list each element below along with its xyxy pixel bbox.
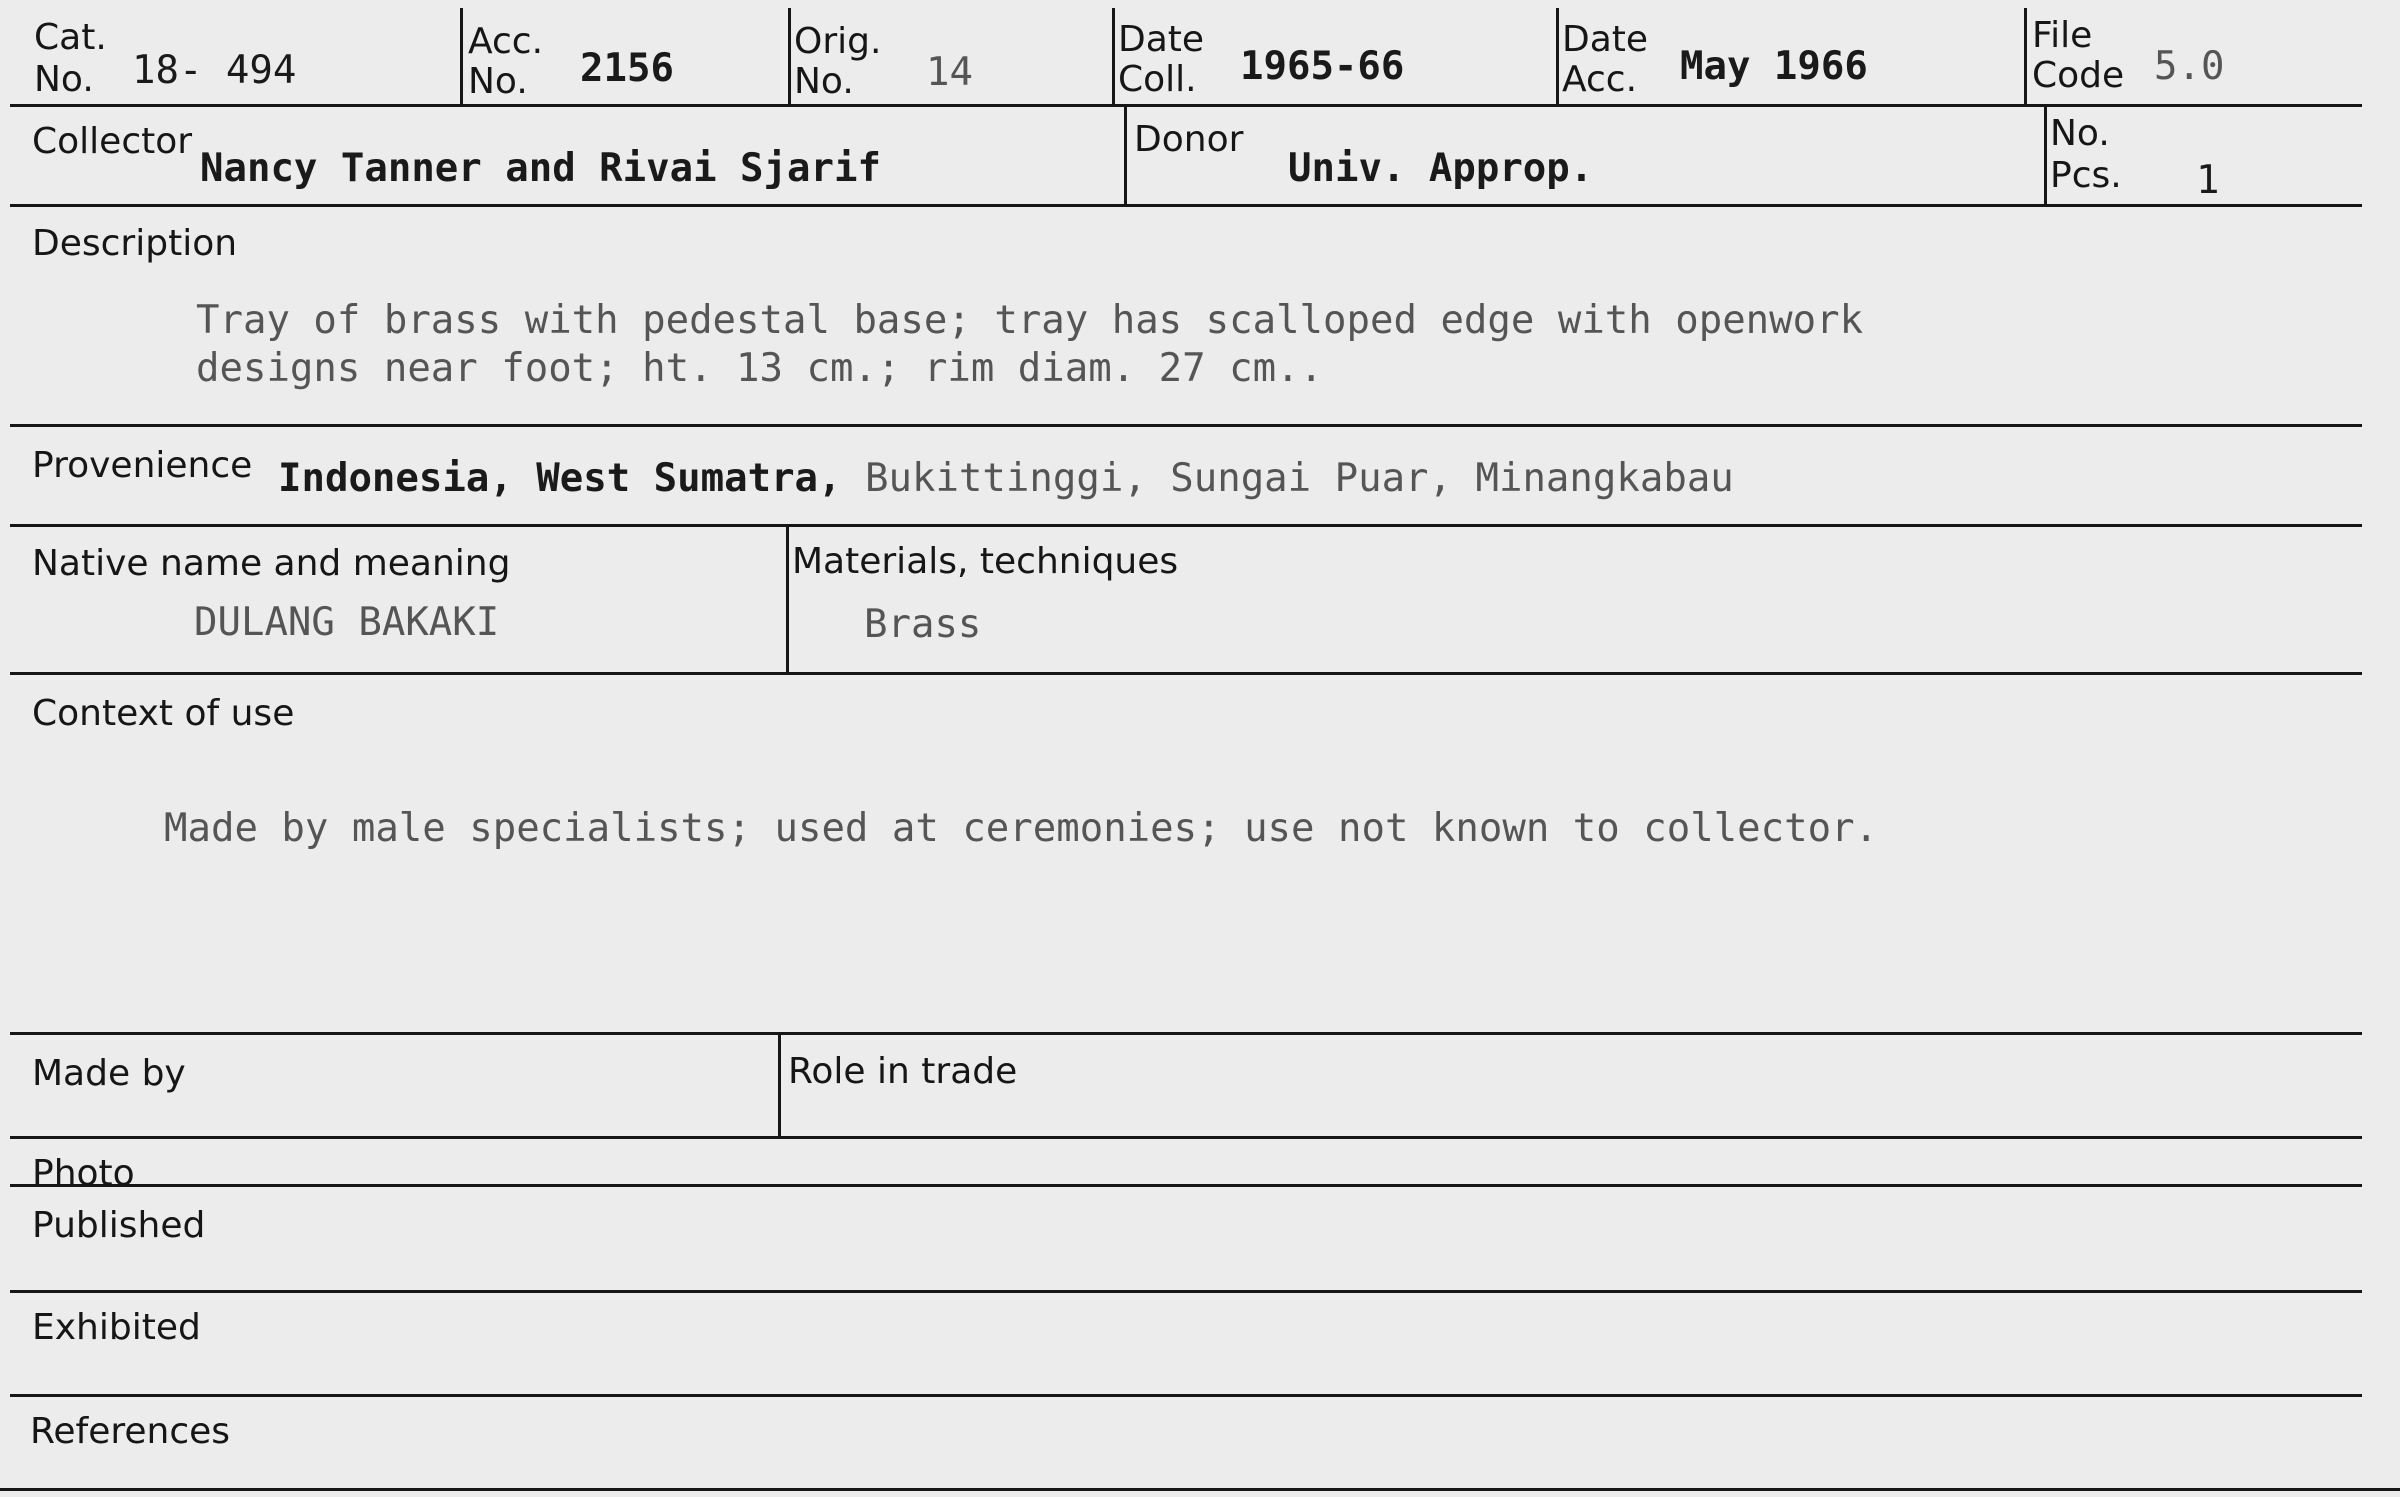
file-code: 5.0 bbox=[2154, 44, 2225, 89]
divider-dateacc-filecode bbox=[2024, 8, 2027, 106]
orig-number: 14 bbox=[926, 50, 973, 95]
rule-made-by bbox=[10, 1136, 2362, 1139]
acc-number: 2156 bbox=[580, 46, 674, 91]
file-code-label-top: File bbox=[2032, 15, 2093, 56]
made-by-label: Made by bbox=[32, 1053, 186, 1094]
pieces-value: 1 bbox=[2196, 158, 2220, 203]
file-code-label-bottom: Code bbox=[2032, 55, 2125, 96]
provenience-label: Provenience bbox=[32, 445, 253, 486]
materials-value: Brass bbox=[864, 602, 982, 647]
collector-value: Nancy Tanner and Rivai Sjarif bbox=[200, 146, 881, 191]
rule-native-name bbox=[10, 672, 2362, 675]
date-coll-label-bottom: Coll. bbox=[1118, 59, 1197, 100]
divider-collector-donor bbox=[1124, 104, 1127, 206]
references-label: References bbox=[30, 1411, 231, 1452]
date-acc-label-top: Date bbox=[1562, 19, 1649, 60]
native-name-value: DULANG BAKAKI bbox=[194, 600, 500, 645]
description-label: Description bbox=[32, 223, 238, 264]
exhibited-label: Exhibited bbox=[32, 1307, 201, 1348]
divider-native-materials bbox=[786, 524, 789, 674]
provenience-value bbox=[278, 456, 1734, 502]
rule-photo bbox=[10, 1184, 2362, 1187]
date-acc-label-bottom: Acc. bbox=[1562, 59, 1638, 100]
divider-cat-acc bbox=[460, 8, 463, 106]
divider-orig-datecoll bbox=[1112, 8, 1115, 106]
role-in-trade-label: Role in trade bbox=[788, 1051, 1018, 1092]
rule-collector bbox=[10, 204, 2362, 207]
description-line-1: Tray of brass with pedestal base; tray has scalloped edge with openwork bbox=[196, 298, 1864, 343]
divider-madeby-role bbox=[778, 1032, 781, 1138]
divider-donor-pieces bbox=[2044, 104, 2047, 206]
divider-acc-orig bbox=[788, 8, 791, 106]
acc-label-bottom: No. bbox=[468, 61, 528, 102]
rule-exhibited bbox=[10, 1394, 2362, 1397]
rule-description bbox=[10, 424, 2362, 427]
materials-label: Materials, techniques bbox=[792, 541, 1179, 582]
date-accessioned: May 1966 bbox=[1680, 44, 1868, 89]
pieces-label-top: No. bbox=[2050, 113, 2110, 154]
rule-published bbox=[10, 1290, 2362, 1293]
rule-bottom bbox=[0, 1488, 2400, 1491]
context-value: Made by male specialists; used at ceremonies; use not known to collector. bbox=[164, 806, 1879, 851]
date-coll-label-top: Date bbox=[1118, 19, 1205, 60]
pieces-label-bottom: Pcs. bbox=[2050, 155, 2122, 196]
date-collected: 1965-66 bbox=[1240, 44, 1405, 89]
rule-context bbox=[10, 1032, 2362, 1035]
rule-header bbox=[10, 104, 2362, 107]
native-name-label: Native name and meaning bbox=[32, 543, 511, 584]
orig-label-top: Orig. bbox=[794, 21, 882, 62]
donor-value: Univ. Approp. bbox=[1288, 146, 1594, 191]
cat-number: 18- 494 bbox=[132, 48, 297, 93]
rule-provenience bbox=[10, 524, 2362, 527]
photo-label: Photo bbox=[32, 1153, 135, 1194]
divider-datecoll-dateacc bbox=[1556, 8, 1559, 106]
cat-label-bottom: No. bbox=[34, 59, 94, 100]
acc-label-top: Acc. bbox=[468, 21, 544, 62]
provenience-country-region: Indonesia, West Sumatra, bbox=[278, 456, 842, 501]
cat-label-top: Cat. bbox=[34, 17, 107, 58]
orig-label-bottom: No. bbox=[794, 61, 854, 102]
context-label: Context of use bbox=[32, 693, 295, 734]
donor-label: Donor bbox=[1134, 119, 1244, 160]
published-label: Published bbox=[32, 1205, 206, 1246]
collector-label: Collector bbox=[32, 121, 193, 162]
description-line-2: designs near foot; ht. 13 cm.; rim diam. 27 cm.. bbox=[196, 346, 1324, 391]
provenience-locality: Bukittinggi, Sungai Puar, Minangkabau bbox=[865, 456, 1734, 501]
